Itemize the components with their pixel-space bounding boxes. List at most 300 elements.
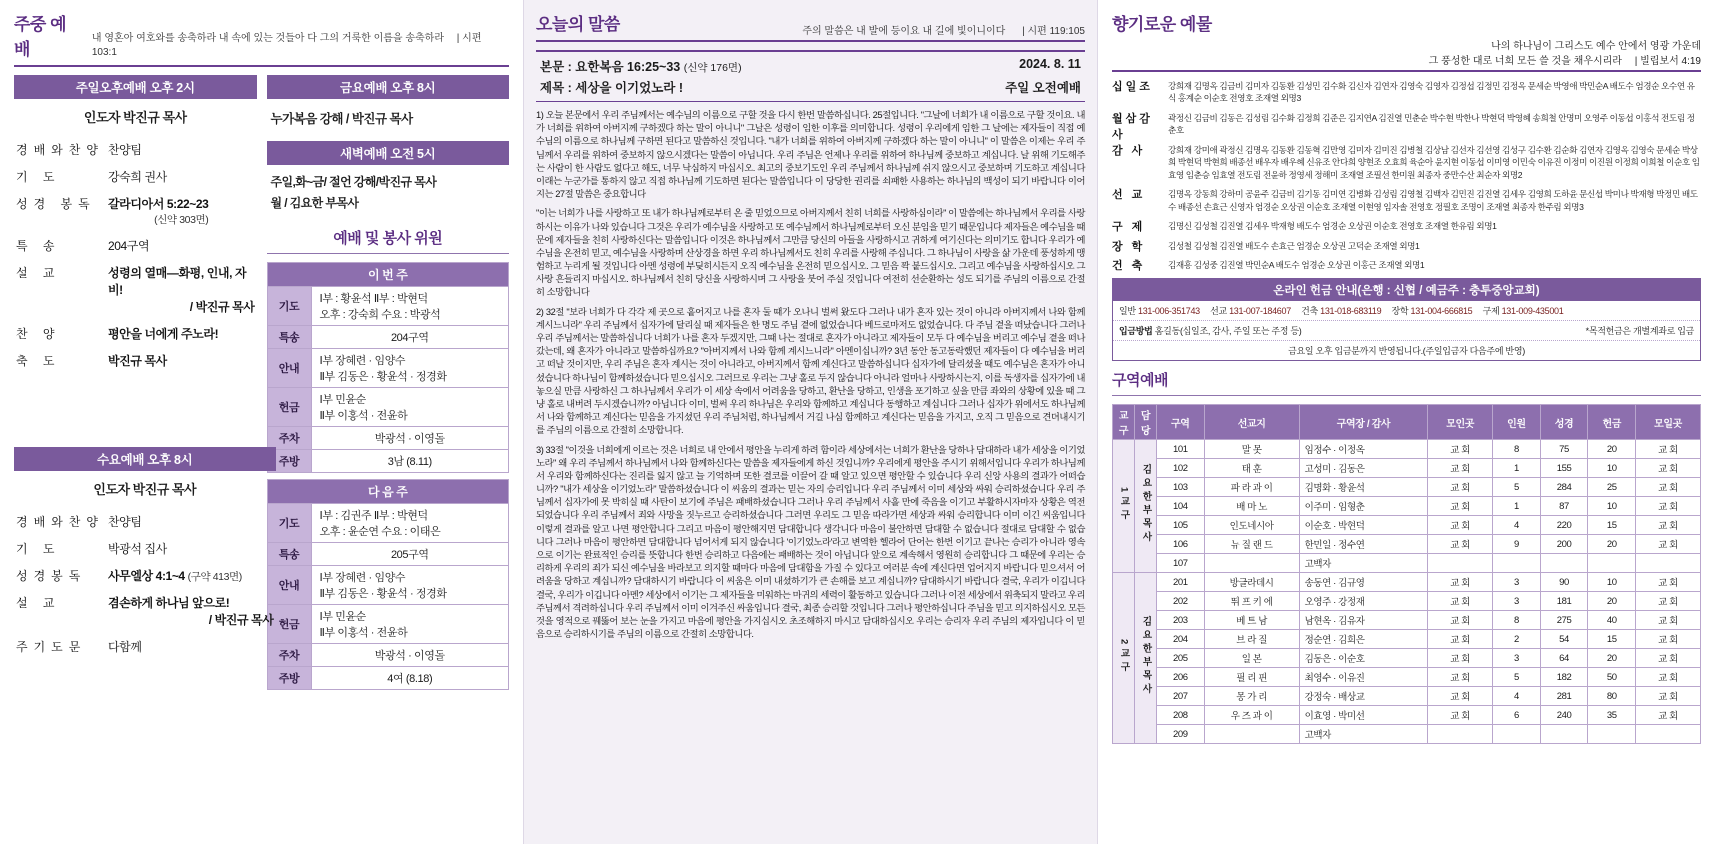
sermon-date: 2024. 8. 11 [1019, 57, 1081, 71]
district-cell: 3 [1493, 592, 1541, 611]
category-names: 김명신 김성철 김진열 김세우 박재형 배도수 엄경순 오상권 이순호 전영호 조재열 한유림 외명1 [1168, 221, 1497, 232]
scripture-ref: 사무엘상 4:1~4 [107, 569, 185, 583]
district-cell: 교 회 [1428, 611, 1493, 630]
district-cell: 김동은 · 이순호 [1299, 649, 1428, 668]
online-note-line: 금요일 오후 입금분까지 반영됩니다.(주일입금자 다음주에 반영) [1288, 346, 1525, 357]
col3-title: 향기로운 예물 [1112, 15, 1212, 34]
row-value: 3남 (8.11) [311, 450, 509, 473]
category-name: 선 교 [1112, 189, 1146, 202]
district-row [1113, 478, 1701, 497]
order-label: 경배와찬양 [16, 515, 104, 529]
district-cell: 15 [1588, 630, 1636, 649]
district-cell [1428, 554, 1493, 573]
district-cell: 교 회 [1428, 706, 1493, 725]
row-value: 205구역 [311, 543, 509, 566]
district-cell: 8 [1493, 440, 1541, 459]
district-cell: 교 회 [1636, 668, 1701, 687]
district-cell: 35 [1588, 706, 1636, 725]
friday-line: 누가복음 강해 / 박진규 목사 [270, 112, 413, 126]
district-cell: 204 [1157, 630, 1205, 649]
district-cell: 220 [1540, 516, 1588, 535]
sunday-pm-leader: 인도자 박진규 목사 [83, 110, 187, 125]
district-cell: 20 [1588, 649, 1636, 668]
district-cell [1636, 554, 1701, 573]
offering-category [1112, 240, 1701, 252]
scripture-page: (신약 303면) [154, 214, 209, 226]
district-cell: 인도네시아 [1204, 516, 1299, 535]
district-cell: 200 [1540, 535, 1588, 554]
sermon-paragraph: "이는 너희가 나를 사랑하고 또 내가 하나님께로부터 온 줄 믿었으므로 아버지께서 친히 너희를 사랑하심이라" 이 말씀에는 하나님께서 우리를 사랑하시는 이유가 나와 있습니다 그것은 우리가 예수님을 사랑하고 또 예수님께서 하나님께로부터 오신 분임을 믿기 때문입니다 제자들은 예수님을 때문에 제자들을 친히 사랑하신다는 말씀입니다 이것은 하나님께서 그만큼 당신의 아들을 사랑하시고 귀하게 여기신다는 의미기도 합니다 우리가 예수님을 온전히 믿고, 예수님을 사랑하며 산상경을 하면 우리 하나님께서도 친히 우리를 사랑해 주십니다. 그 하나님이 사랑을 삶 가운데 풍성하게 맹험하고 누리게 될 것입니다 아멘 성령에 부딪히시든지 오직 예수님을 온전히 믿으십시오. 그 믿음 꽉 붙드십시오. 그리고 예수님을 사랑하십시오 그 사랑 흔들리지 마십시오. 하나님께서 친히 당신을 사랑하시며 그 사랑을 붓어 주실 것입니다 여전히 선순환하는 성도 되기를 주님의 이름으로 간절히 소망합니다 [536, 208, 1085, 298]
district-cell: 파 라 과 이 [1204, 478, 1299, 497]
district-cell: 임정수 · 이정옥 [1299, 440, 1428, 459]
district-row [1113, 630, 1701, 649]
district-cell: 240 [1540, 706, 1588, 725]
sermon-title-line [540, 78, 1081, 96]
column-todays-word [523, 0, 1098, 844]
district-cell: 10 [1588, 459, 1636, 478]
district-cell: 오영주 · 강정재 [1299, 592, 1428, 611]
col3-header [1112, 10, 1701, 67]
col2-title: 오늘의 말씀 [536, 15, 620, 34]
district-cell: 9 [1493, 535, 1541, 554]
district-cell: 182 [1540, 668, 1588, 687]
category-name: 구 제 [1112, 221, 1146, 234]
table-row [267, 605, 509, 644]
district-cell: 4 [1493, 516, 1541, 535]
table-row [267, 427, 509, 450]
district-row [1113, 516, 1701, 535]
offering-category [1112, 144, 1701, 181]
district-cell [1636, 725, 1701, 744]
order-row [14, 589, 276, 633]
district-cell: 102 [1157, 459, 1205, 478]
district-cell: 1 [1493, 497, 1541, 516]
district-cell: 5 [1493, 668, 1541, 687]
dawn-bar: 새벽예배 오전 5시 [267, 141, 510, 165]
row-value: Ⅰ부 민윤순 Ⅱ부 이홍석 · 전윤하 [311, 388, 509, 427]
district-cell: 3 [1493, 649, 1541, 668]
sermon-title: 세상을 이기었노라 ! [575, 81, 683, 95]
order-value [106, 562, 276, 589]
district-cell: 80 [1588, 687, 1636, 706]
online-offering-box [1112, 278, 1701, 361]
district-cell: 이순호 · 박현덕 [1299, 516, 1428, 535]
district-cell: 태 훈 [1204, 459, 1299, 478]
district-cell: 209 [1157, 725, 1205, 744]
row-value: 204구역 [311, 326, 509, 349]
order-label: 기 도 [16, 170, 61, 184]
order-label: 경배와찬양 [16, 143, 104, 157]
volunteers-divider [267, 253, 510, 254]
district-cell [1428, 725, 1493, 744]
district-row [1113, 573, 1701, 592]
district-cell: 64 [1540, 649, 1588, 668]
category-names: 곽정신 김금비 김동은 김성림 김수화 김정희 김준은 김지연A 김진열 민춘순 박수현 박한나 박현덕 박영혜 송희철 안명미 오영주 이동섭 이홍석 전도림 정춘호 [1168, 112, 1695, 136]
table-row [267, 644, 509, 667]
row-value: Ⅰ부 장혜련 · 임양수 Ⅱ부 김동은 · 황윤석 · 정경화 [311, 349, 509, 388]
district-cell: 87 [1540, 497, 1588, 516]
category-names: 강희재 강미애 곽정신 김명옥 김동환 김동혁 김만영 김미자 김미진 김병철 김상남 김선자 김선영 김성구 김수환 김순화 김연자 김영옥 김영숙 문세순 박상희 박현덕 박현희 배종선 배우자 배우혜 신유조 안다희 양현조 오효희 육순아 윤지현 이동섭 이미영 이민숙 이유진 이정미 이진원 이정희 이희철 이순호 임효영 임춘승 임효열 전도림 전윤하 정영세 정해미 조재열 조필선 한미원 최종자 중만수산 최순자 외명2 [1168, 144, 1700, 180]
order-label: 축 도 [16, 354, 61, 368]
district-divider [1112, 395, 1701, 396]
row-value: Ⅰ부 : 황윤석 Ⅱ부 : 박현덕 오후 : 강숙희 수요 : 박광석 [311, 287, 509, 326]
row-label: 안내 [267, 566, 311, 605]
row-value: Ⅰ부 민윤순 Ⅱ부 이홍석 · 전윤하 [311, 605, 509, 644]
order-row [14, 347, 257, 374]
col-next-place: 모일곳 [1636, 405, 1701, 440]
district-cell: 교 회 [1636, 706, 1701, 725]
row-label: 헌금 [267, 605, 311, 644]
district-cell: 강정숙 · 배상교 [1299, 687, 1428, 706]
district-group-gu: 2교구 [1113, 573, 1135, 744]
district-cell: 고백자 [1299, 554, 1428, 573]
order-row [14, 136, 257, 163]
col-leader: 구역장 / 감사 [1299, 405, 1428, 440]
preacher: / 박진규 목사 [208, 613, 274, 627]
scripture-ref: 갈라디아서 5:22~23 [107, 197, 209, 211]
district-cell: 203 [1157, 611, 1205, 630]
district-cell: 206 [1157, 668, 1205, 687]
district-cell: 교 회 [1428, 459, 1493, 478]
row-label: 주차 [267, 427, 311, 450]
col-place: 모인곳 [1428, 405, 1493, 440]
district-cell: 송동연 · 김규영 [1299, 573, 1428, 592]
district-cell: 이효영 · 박미선 [1299, 706, 1428, 725]
order-label: 주기도문 [16, 640, 87, 654]
row-value: Ⅰ부 장혜련 · 임양수 Ⅱ부 김동은 · 황윤석 · 정경화 [311, 566, 509, 605]
order-label: 설 교 [16, 266, 61, 280]
sermon-meta-box [536, 50, 1085, 102]
district-cell: 25 [1588, 478, 1636, 497]
col1-title: 주중 예배 [14, 15, 66, 59]
order-row [14, 259, 257, 320]
district-cell: 104 [1157, 497, 1205, 516]
district-cell: 107 [1157, 554, 1205, 573]
district-cell: 54 [1540, 630, 1588, 649]
order-value: 찬양팀 [107, 143, 142, 157]
row-label: 안내 [267, 349, 311, 388]
col-gugu: 교구 [1113, 405, 1135, 440]
order-label: 설 교 [16, 596, 61, 610]
district-cell [1588, 725, 1636, 744]
district-cell: 교 회 [1636, 440, 1701, 459]
district-cell: 교 회 [1428, 535, 1493, 554]
district-cell: 교 회 [1636, 573, 1701, 592]
district-cell: 고백자 [1299, 725, 1428, 744]
order-label: 성경 봉독 [16, 197, 96, 211]
table-row [267, 566, 509, 605]
district-cell: 이주미 · 임형춘 [1299, 497, 1428, 516]
scripture-label: 본문 : [540, 60, 572, 74]
district-cell: 교 회 [1428, 630, 1493, 649]
next-week-header: 다 음 주 [267, 480, 509, 504]
table-row [267, 287, 509, 326]
district-cell: 교 회 [1636, 630, 1701, 649]
district-cell: 김명화 · 황윤석 [1299, 478, 1428, 497]
district-cell: 201 [1157, 573, 1205, 592]
sermon-label: 제목 : [540, 81, 572, 95]
row-label: 주방 [267, 450, 311, 473]
district-cell: 교 회 [1636, 611, 1701, 630]
volunteers-title: 예배 및 봉사 위원 [333, 230, 443, 247]
table-row [267, 504, 509, 543]
district-cell [1588, 554, 1636, 573]
district-cell: 20 [1588, 440, 1636, 459]
district-cell: 101 [1157, 440, 1205, 459]
sermon-body [536, 109, 1085, 641]
friday-dawn-volunteers [267, 75, 510, 690]
district-cell: 뉴 질 랜 드 [1204, 535, 1299, 554]
district-cell: 207 [1157, 687, 1205, 706]
district-cell: 교 회 [1636, 478, 1701, 497]
district-cell: 브 라 질 [1204, 630, 1299, 649]
category-names: 김재흥 김성중 김진열 박민순A 배도수 엄경순 오상권 이홍근 조재열 외명1 [1168, 259, 1425, 270]
district-cell: 배 마 노 [1204, 497, 1299, 516]
district-row [1113, 554, 1701, 573]
col-dangdang: 담당 [1135, 405, 1157, 440]
district-cell: 6 [1493, 706, 1541, 725]
district-title: 구역예배 [1112, 372, 1168, 390]
online-offering-header: 온라인 헌금 안내(은행 : 신협 / 예금주 : 충투중앙교회) [1113, 279, 1700, 301]
district-cell: 40 [1588, 611, 1636, 630]
district-head-row [1113, 405, 1701, 440]
order-row [14, 562, 276, 589]
district-cell [1204, 554, 1299, 573]
col1-header [14, 10, 509, 62]
col-offering: 헌금 [1588, 405, 1636, 440]
district-group-leader: 김요한부목사 [1135, 440, 1157, 573]
offering-category [1112, 80, 1701, 105]
district-cell [1204, 725, 1299, 744]
order-row [14, 535, 276, 562]
row-value: Ⅰ부 : 김권주 Ⅱ부 : 박현덕 오후 : 윤순연 수요 : 이태은 [311, 504, 509, 543]
district-cell: 3 [1493, 573, 1541, 592]
district-cell [1493, 725, 1541, 744]
dawn-line-2: 월 / 김요한 부목사 [270, 196, 359, 210]
category-names: 강희재 김명옥 김금비 김미자 김동환 김성민 김수화 김신자 김연자 김영숙 김영자 김정섭 김정민 김정옥 문세순 박영애 박민순A 배도수 엄경순 오수연 유식 홍계순 이순호 전영호 조재열 외명3 [1168, 81, 1695, 104]
order-row [14, 320, 257, 347]
district-cell: 교 회 [1428, 497, 1493, 516]
row-label: 주방 [267, 667, 311, 690]
district-cell: 90 [1540, 573, 1588, 592]
col2-divider [536, 40, 1085, 42]
offering-category [1112, 112, 1701, 141]
service-name: 주일 오전예배 [1005, 81, 1081, 95]
district-cell: 105 [1157, 516, 1205, 535]
district-cell: 말 못 [1204, 440, 1299, 459]
col-mission-field: 선교지 [1204, 405, 1299, 440]
order-row [14, 633, 276, 660]
order-label: 찬 양 [16, 327, 61, 341]
online-accounts-line: 일반 131-006-351743 선교 131-007-184607 건축 131-018-683119 장학 131-004-666815 구제 131-009-435001 [1113, 301, 1700, 321]
district-cell: 15 [1588, 516, 1636, 535]
district-cell: 50 [1588, 668, 1636, 687]
order-value: 204구역 [107, 239, 150, 253]
order-value: 다함께 [107, 640, 142, 654]
column-weekday-services [0, 0, 523, 844]
order-row [14, 190, 257, 232]
table-row [267, 388, 509, 427]
district-cell: 8 [1493, 611, 1541, 630]
district-cell: 교 회 [1428, 440, 1493, 459]
district-row [1113, 687, 1701, 706]
district-cell: 뛰 프 키 에 [1204, 592, 1299, 611]
sermon-paragraph: 3) 33절 "이것을 너희에게 이르는 것은 너희로 내 안에서 평안을 누리게 하려 함이라 세상에서는 너희가 환난을 당하나 담대하라 내가 세상을 이기었노라" 왜 우리 주님께서 하나님께서 나와 함께하신다는 말씀을 제자들에게 하신 것입니까? 우리에게 평안을 주시기 위해서입니다 우리가 하나님께서 우리와 함께하신다는 진리를 잃지 않고 늘 기억하며 또한 결코를 이끌어 갈 때 알고 있으면 평안할 수 있습니다 우리 신앙 사용의 결과가 어떠습니까? "내가 세상을 이기었노라" 말씀하셨습니다 이 씨움의 결과는 믿는 자의 승리입니다 우리 주님께서 이미 세상와 싸워 승리하셨습니다 우리 주님께서 십자가에 못 박히실 때 사탄이 보기에 주님은 패배하셨습니다 그러나 우리 주님께서 사흘 만에 죽음을 이기고 부활하시자마자 상황은 역전되었습니다 우리 주님께서 죄와 사망을 짓누르고 승리하셨습니다 그러면 우리도 그 믿음 따라가면 세상과 싸워 승리합니다 이미 이긴 씨움입니다 이렇게 결과를 알고 나면 평안합니다 그리고 마음이 평안해지면 담대합니다 생각니다 마음이 불안하면 담대할 수 없습니다 절대로 담대할 수 없습니다 그러나 마음이 평안하면 담대합니다 넘어서게 되지 않습니다 '이기었노라'라고 변역한 헬라어 단어는 한번 이기고 끝나는 승리가 아니라 영속으로 이기는 완료적인 승리를 뜻합니다 한번 승리하고 다음에는 패배하는 것이 아닙니다 앞으로 계속해서 영원히 승리합니다 그 때문에 우리는 승리하게 우리의 죄가 되신 예수님을 바라보고 의지할 때마다 마음에 담대함을 가질 수 있다고 여러분 속에 계신다면 업어지지 바랍니다 믿으셔서 어려움을 당하고 계십니까? 담대하시기 바랍니다 이 씨움은 이미 내셨하기가 큰 손해를 보고 계십니까? 담대하시기 바랍니다 결국, 우리가 이깁니다 결국, 우리가 이깁니다 아멘? 세상에서 이기는 그 제자들을 미워하는 마귀의 세력이 활동하고 있습니다 그러나 이전 세상에서 위축되지 말라고 우리 주님께서 격려하십니다 우리 주님께서 이미 이겨주신 싸움입니다 결국, 최종 승리할 것입니다 그러나 평안하십니다 주님을 믿고 의지하십시오 모든 것을 영적으로 꿰뚫어 보는 눈을 가지고 마음에 평안을 가지십시오 초조해하지 마시고 담대하십시오 우리는 승리자 우리 주님의 제자입니다 이 믿음으로 승리하시기를 주님의 이름으로 간절히 소망합니다. [536, 444, 1085, 640]
district-cell: 교 회 [1428, 649, 1493, 668]
order-value: 강숙희 권사 [107, 170, 167, 184]
district-row [1113, 706, 1701, 725]
col-count: 인원 [1493, 405, 1541, 440]
scripture-line [540, 57, 1081, 75]
district-cell: 205 [1157, 649, 1205, 668]
district-cell: 교 회 [1636, 459, 1701, 478]
district-cell: 우 즈 과 이 [1204, 706, 1299, 725]
district-cell: 181 [1540, 592, 1588, 611]
offering-category [1112, 220, 1701, 232]
district-cell: 교 회 [1636, 592, 1701, 611]
table-row [267, 326, 509, 349]
district-cell: 10 [1588, 573, 1636, 592]
order-value [106, 190, 257, 232]
district-cell: 최영수 · 이유진 [1299, 668, 1428, 687]
sunday-pm-order [14, 136, 257, 374]
district-cell: 1 [1493, 459, 1541, 478]
district-cell: 교 회 [1428, 668, 1493, 687]
district-row [1113, 611, 1701, 630]
scripture-page: (신약 176면) [683, 62, 742, 74]
col3-verse: 나의 하나님이 그리스도 예수 안에서 영광 가운데 그 풍성한 대로 너희 모든 쓸 것을 채우시리라 | 빌립보서 4:19 [1428, 41, 1701, 67]
district-group-gu: 1교구 [1113, 440, 1135, 573]
category-name: 건 축 [1112, 259, 1146, 272]
district-cell: 교 회 [1428, 687, 1493, 706]
district-cell: 한민일 · 정수연 [1299, 535, 1428, 554]
row-label: 특송 [267, 543, 311, 566]
district-cell: 일 본 [1204, 649, 1299, 668]
category-name: 십일조 [1112, 81, 1153, 93]
district-row [1113, 440, 1701, 459]
offering-category [1112, 259, 1701, 271]
category-name: 월삼감사 [1112, 112, 1153, 141]
district-cell: 교 회 [1428, 592, 1493, 611]
district-row [1113, 535, 1701, 554]
district-row [1113, 725, 1701, 744]
district-row [1113, 649, 1701, 668]
district-cell: 교 회 [1636, 535, 1701, 554]
order-row [14, 232, 257, 259]
sunday-pm-bar: 주일오후예배 오후 2시 [14, 75, 257, 99]
col3-divider [1112, 70, 1701, 72]
online-method-line: 입금방법 홈길동(십일조, 감사, 주일 또는 주정 등) *목적헌금은 개별계좌로 입금 [1113, 321, 1700, 341]
row-label: 특송 [267, 326, 311, 349]
order-row [14, 508, 276, 535]
district-table [1112, 404, 1701, 744]
district-cell: 284 [1540, 478, 1588, 497]
district-cell: 교 회 [1428, 516, 1493, 535]
order-label: 성경봉독 [16, 569, 87, 583]
district-cell: 20 [1588, 592, 1636, 611]
row-value: 4여 (8.18) [311, 667, 509, 690]
wednesday-order [14, 508, 276, 660]
order-row [14, 163, 257, 190]
category-names: 김성철 김성철 김진열 배도수 손효근 엄경순 오상권 고덕순 조재열 외명1 [1168, 240, 1420, 251]
district-cell: 베 트 남 [1204, 611, 1299, 630]
table-row [267, 543, 509, 566]
col-district: 구역 [1157, 405, 1205, 440]
table-row [267, 667, 509, 690]
col1-verse-ref: | 시편 103:1 [91, 33, 482, 58]
col1-verse: 내 영혼아 여호와를 송축하라 내 속에 있는 것들아 다 그의 거룩한 이름을 송축하라 | 시편 103:1 [91, 33, 482, 58]
order-value: 찬양팀 [107, 515, 142, 529]
district-cell [1540, 725, 1588, 744]
category-names: 김명옥 강동희 강하미 공윤주 김금비 김기동 김미연 김병화 김성림 김영철 김백자 김민진 김진열 김세우 김영희 도하윤 문신섭 박미나 박재형 박정민 배도수 배종선 손효근 신영자 엄경순 오상권 이순호 조재열 이현영 임자솔 전영호 정필호 조명이 조재열 최종자 한주림 외명3 [1168, 189, 1698, 212]
order-label: 특 송 [16, 239, 61, 253]
district-cell: 155 [1540, 459, 1588, 478]
district-cell: 몽 가 리 [1204, 687, 1299, 706]
wednesday-leader: 인도자 박진규 목사 [93, 482, 197, 497]
district-cell: 고성미 · 김동은 [1299, 459, 1428, 478]
offering-category [1112, 188, 1701, 213]
district-cell: 281 [1540, 687, 1588, 706]
volunteers-next-week-table [267, 479, 510, 690]
order-value: 박광석 집사 [107, 542, 167, 556]
district-body [1113, 440, 1701, 744]
district-cell: 10 [1588, 497, 1636, 516]
wednesday-service [14, 447, 276, 660]
district-row [1113, 497, 1701, 516]
category-name: 감 사 [1112, 144, 1146, 157]
order-value [106, 589, 276, 633]
district-cell: 교 회 [1428, 478, 1493, 497]
sermon-title: 겸손하게 하나님 앞으로! [107, 596, 230, 610]
col1-divider [14, 65, 509, 67]
district-cell: 103 [1157, 478, 1205, 497]
table-head-row [267, 263, 509, 287]
order-value: 평안을 너에게 주노라! [107, 327, 219, 341]
row-label: 주차 [267, 644, 311, 667]
wednesday-bar: 수요예배 오후 8시 [14, 447, 276, 471]
col3-verse-ref: | 빌립보서 4:19 [1634, 56, 1701, 67]
table-head-row [267, 480, 509, 504]
district-cell: 필 리 핀 [1204, 668, 1299, 687]
district-cell: 5 [1493, 478, 1541, 497]
district-cell: 정순연 · 김희은 [1299, 630, 1428, 649]
district-cell: 교 회 [1636, 649, 1701, 668]
district-cell: 202 [1157, 592, 1205, 611]
district-cell: 교 회 [1636, 687, 1701, 706]
col-bible: 성경 [1540, 405, 1588, 440]
district-cell: 208 [1157, 706, 1205, 725]
row-value: 박광석 · 이영돌 [311, 427, 509, 450]
volunteers-this-week-table [267, 262, 510, 473]
district-cell: 106 [1157, 535, 1205, 554]
scripture-ref: 요한복음 16:25~33 [575, 60, 681, 74]
district-cell: 4 [1493, 687, 1541, 706]
sermon-title: 성령의 열매—화평, 인내, 자비! [107, 266, 247, 297]
column-offerings [1098, 0, 1715, 844]
district-row [1113, 459, 1701, 478]
district-cell: 방글라데시 [1204, 573, 1299, 592]
col2-verse-ref: | 시편 119:105 [1022, 26, 1085, 37]
order-value: 박진규 목사 [107, 354, 167, 368]
scripture-page: (구약 413면) [187, 571, 242, 583]
sermon-paragraph: 1) 오늘 본문에서 우리 주님께서는 예수님의 이름으로 구할 것을 다시 한번 말씀하십니다. 25절입니다. "그날에 너희가 내 이름으로 구할 것이요. 내가 너희를 위하여 아버지께 구하겠다 하는 말이 아니니" 그날은 성령이 임한 이후를 의미합니다. 성령이 우리에게 임한 그 날에는 제자들이 직접 예수님의 이름으로 하나님께 구하면 된다고 말씀하신 것입니다. "내가 너희를 위하여 아버지께 구하겠다 하는 말이 아니니" 이 말씀은 이제는 우리 주님께서 우리를 위하여 중보하지 않으시겠다는 말씀이 아닙니다. 우리 주님은 언제나 우리를 위하여 하나님께 중보하고 계십니다. 날 위해 기도해주는 사람이 한 사람도 없다고 해도, 너무 낙심하지 마십시오. 최고의 중보기도인 우리 주님께서 하나님께 쉬지 않으시고 중보하며 기도하고 계십니다 이래는 누군가를 통하지 않고 직접 하나님께 기도하면 된다는 말씀입니다 이 당당한 권리를 쇠패한 사용하는 하나님의 백성이 되기 바랍니다 이어지는 27절 말씀은 중요합니다 [536, 110, 1085, 200]
district-cell: 2 [1493, 630, 1541, 649]
district-group-leader: 김요한부목사 [1135, 573, 1157, 744]
district-cell: 교 회 [1636, 497, 1701, 516]
col2-header [536, 10, 1085, 37]
order-label: 기 도 [16, 542, 61, 556]
district-cell: 20 [1588, 535, 1636, 554]
